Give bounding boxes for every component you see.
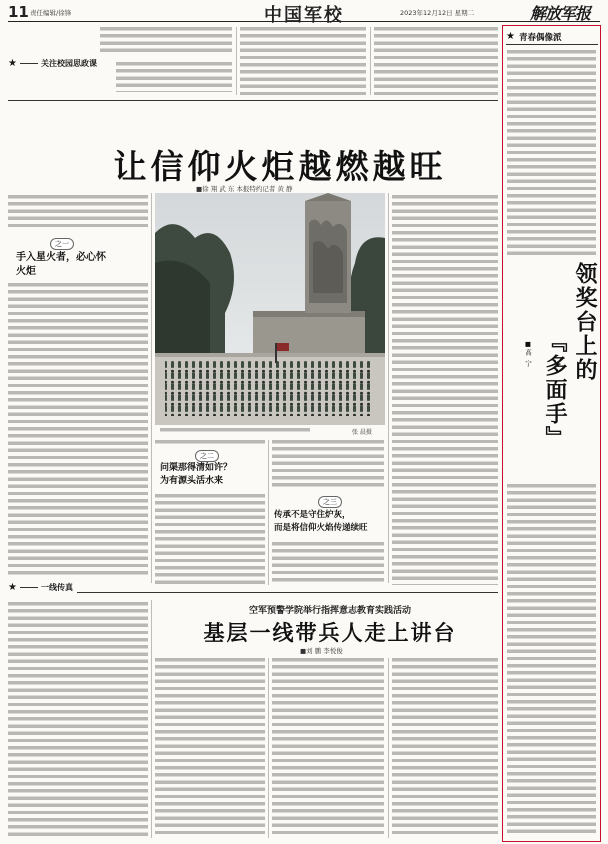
column-divider [268, 440, 269, 585]
part-heading-3-line2: 而是将信仰火焰传递续旺 [274, 523, 368, 533]
column-divider [388, 658, 389, 838]
article-body-text [155, 440, 265, 446]
second-article-byline: ■刘 鹏 李悦俊 [300, 647, 343, 655]
photo-caption-text [160, 428, 310, 433]
section-rule [8, 592, 498, 593]
part-tag-1: 之一 [50, 238, 74, 250]
article-body-text [116, 62, 232, 92]
part-heading-1-line2: 火炬 [16, 266, 36, 277]
second-article-title: 基层一线带兵人走上讲台 [203, 620, 457, 645]
star-icon: ★ [506, 31, 515, 42]
article-body-text [392, 195, 498, 585]
article-body-text [8, 602, 148, 838]
article-body-text [100, 27, 232, 55]
article-body-text [155, 494, 265, 584]
frontline-label-text: 一线传真 [40, 583, 73, 592]
second-article-kicker: 空军预警学院举行指挥意志教育实践活动 [248, 606, 411, 616]
header-rule [8, 21, 600, 22]
photo-monument-ceremony [155, 193, 385, 425]
section-title: 中国军校 [264, 5, 344, 26]
newspaper-logo: 解放军报 [530, 4, 591, 23]
article-body-text [272, 658, 384, 838]
feature-byline: ■高 宁 [524, 340, 532, 368]
label-divider [20, 587, 38, 588]
article-body-text [8, 195, 148, 231]
article-body-text [507, 50, 596, 255]
feature-title-line1: 领奖台上的 [572, 262, 598, 382]
youth-column-header [506, 29, 598, 45]
column-divider [236, 27, 237, 95]
part-heading-2 [160, 462, 268, 488]
article-body-text [8, 283, 148, 575]
part-heading-1 [16, 251, 150, 279]
article-body-text [240, 27, 366, 95]
column-divider [268, 658, 269, 838]
column-divider [388, 193, 389, 583]
issue-date: 2023年12月12日 星期二 [400, 9, 475, 17]
part-heading-1-line1: 手入星火者，必心怀 [16, 252, 106, 263]
label-divider [20, 63, 38, 64]
lead-article-title: 让信仰火炬越燃越旺 [113, 147, 447, 186]
star-icon: ★ [8, 582, 17, 593]
photo-credit: 张 晨摄 [352, 429, 372, 436]
article-body-text [507, 484, 596, 836]
section-rule [8, 100, 498, 101]
article-body-text [392, 658, 498, 838]
column-divider [151, 193, 152, 583]
campus-label-text: 关注校园思政课 [40, 59, 97, 68]
part-tag-3: 之三 [318, 496, 342, 508]
part-heading-3-line1: 传承不是守住炉灰， [274, 510, 351, 520]
star-icon: ★ [8, 58, 17, 69]
youth-label-text: 青春偶像派 [518, 32, 562, 43]
column-divider [151, 600, 152, 838]
feature-title-line2: 『多面手』 [542, 330, 568, 450]
part-tag-2: 之二 [195, 450, 219, 462]
column-divider [370, 27, 371, 95]
lead-byline: ■徐 翔 武 东 本报特约记者 黄 静 [196, 185, 293, 193]
article-body-text [272, 542, 384, 585]
part-heading-3 [274, 509, 386, 535]
article-body-text [155, 658, 265, 838]
article-body-text [272, 440, 384, 490]
article-body-text [374, 27, 498, 95]
part-heading-2-line1: 问渠那得清如许？ [160, 463, 233, 473]
page-number: 11 [8, 3, 29, 21]
frontline-column-label [8, 582, 77, 593]
editor-credit: 责任编辑/徐锋 [30, 9, 72, 17]
part-heading-2-line2: 为有源头活水来 [160, 476, 224, 486]
campus-column-label [8, 58, 97, 69]
